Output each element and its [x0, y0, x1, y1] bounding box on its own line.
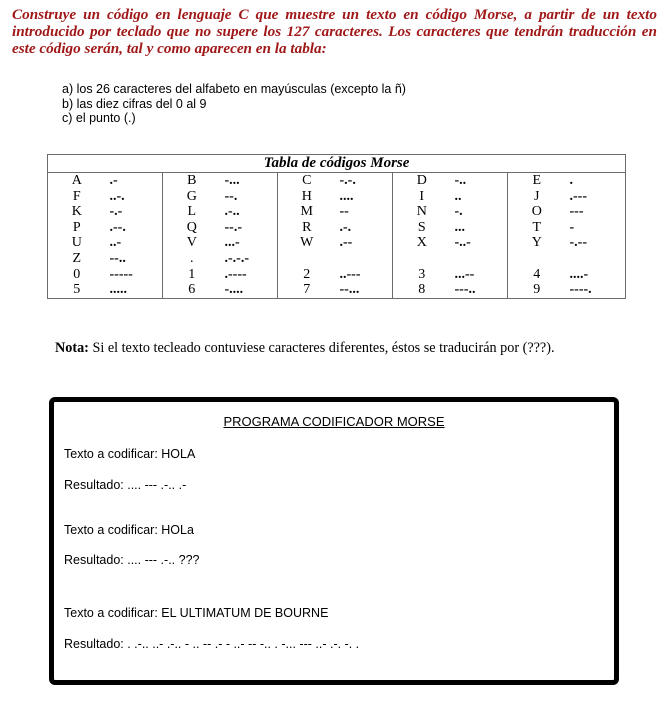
table-character: V: [186, 235, 197, 251]
table-row: [48, 282, 626, 298]
table-morse-code: --.: [221, 189, 278, 205]
table-morse-code: -: [569, 219, 575, 235]
table-row: [48, 204, 626, 220]
table-morse-code: ..---: [336, 267, 393, 283]
table-character: 3: [418, 266, 426, 282]
morse-code-table: [47, 154, 626, 299]
requirements-list: [62, 82, 406, 126]
table-character: J: [534, 188, 540, 204]
table-character: [278, 251, 336, 267]
table-morse-code: ..-.: [106, 189, 163, 205]
table-character: [508, 251, 566, 267]
console-line-input-2: Texto a codificar: HOLa: [64, 523, 194, 537]
table-character: 6: [188, 282, 196, 298]
table-morse-code: .-: [106, 173, 163, 189]
console-line-result-3: Resultado: . .-.. ..- .-.. - .. -- .- - ..- -- -.. . -... --- ..- .-. -. .: [64, 637, 360, 651]
table-morse-code: [336, 251, 393, 267]
note-label: Nota:: [55, 340, 89, 356]
table-character: D: [416, 173, 427, 188]
table-row: [48, 267, 626, 283]
table-row: [48, 189, 626, 205]
table-morse-code: ...-: [221, 235, 278, 251]
table-morse-code: ...--: [451, 267, 508, 283]
console-line-result-1: Resultado: .... --- .-.. .-: [64, 478, 187, 492]
table-morse-code: -.: [451, 204, 508, 220]
table-morse-code: --: [336, 204, 393, 220]
table-character: 0: [73, 266, 81, 282]
table-row: [48, 173, 626, 189]
table-character: Y: [531, 235, 542, 251]
table-morse-code: [566, 251, 626, 267]
table-morse-code: .-.: [336, 220, 393, 236]
table-morse-code: ---..: [451, 282, 508, 298]
table-morse-code: .-..: [221, 204, 278, 220]
table-character: F: [72, 188, 81, 204]
table-morse-code: -..: [451, 173, 508, 189]
table-morse-code: .....: [106, 282, 163, 298]
table-morse-code: -.--: [569, 235, 587, 251]
console-line-result-2: Resultado: .... --- .-.. ???: [64, 553, 200, 567]
table-character: C: [302, 173, 312, 188]
console-line-input-1: Texto a codificar: HOLA: [64, 447, 196, 461]
table-character: 8: [418, 282, 426, 298]
table-character: G: [186, 188, 197, 204]
table-morse-code: [451, 251, 508, 267]
table-character: 2: [303, 266, 311, 282]
console-line-input-3: Texto a codificar: EL ULTIMATUM DE BOURNE: [64, 606, 329, 620]
table-body: [48, 173, 626, 299]
table-morse-code: -----: [106, 267, 163, 283]
table-morse-code: -.-.: [336, 173, 393, 189]
table-character: M: [300, 204, 313, 220]
table-character: B: [187, 173, 197, 188]
table-morse-code: --...: [336, 282, 393, 298]
table-character: [393, 251, 451, 267]
table-morse-code: -..-: [451, 235, 508, 251]
table-character: S: [417, 219, 426, 235]
table-character: H: [301, 188, 312, 204]
table-character: R: [302, 219, 312, 235]
note: [55, 340, 555, 357]
table-character: P: [72, 219, 81, 235]
requirement-period: c) el punto (.): [62, 111, 136, 126]
table-character: T: [532, 219, 542, 235]
table-morse-code: .--: [336, 235, 393, 251]
table-morse-code: .---: [569, 188, 587, 204]
table-title: Tabla de códigos Morse: [48, 155, 626, 173]
table-character: Q: [186, 219, 197, 235]
table-character: E: [532, 173, 542, 188]
table-morse-code: -...: [221, 173, 278, 189]
table-morse-code: ..-: [106, 235, 163, 251]
table-character: A: [71, 173, 82, 188]
table-character: 4: [533, 266, 541, 282]
table-morse-code: ---: [569, 204, 584, 220]
requirement-digits: b) las diez cifras del 0 al 9: [62, 96, 207, 111]
requirement-letters: a) los 26 caracteres del alfabeto en mayúsculas (excepto la ñ): [62, 82, 406, 96]
table-morse-code: ----.: [569, 282, 592, 298]
table-morse-code: ....: [336, 189, 393, 205]
note-text: Si el texto tecleado contuviese caracteres diferentes, éstos se traducirán por (???).: [88, 340, 555, 356]
table-row: [48, 251, 626, 267]
table-morse-code: -.-: [106, 204, 163, 220]
table-character: I: [419, 188, 425, 204]
table-morse-code: .-.-.-: [221, 251, 278, 267]
table-morse-code: --..: [106, 251, 163, 267]
table-morse-code: ...: [451, 220, 508, 236]
table-morse-code: -....: [221, 282, 278, 298]
table-character: N: [416, 204, 427, 220]
table-morse-code: ....-: [569, 266, 589, 282]
table-morse-code: .----: [221, 267, 278, 283]
table-character: X: [416, 235, 427, 251]
table-character: 9: [533, 282, 541, 298]
table-character: K: [71, 204, 82, 220]
table-morse-code: .--.: [106, 220, 163, 236]
console-title: PROGRAMA CODIFICADOR MORSE: [223, 414, 445, 429]
table-character: O: [531, 204, 542, 220]
table-morse-code: --.-: [221, 220, 278, 236]
table-row: [48, 235, 626, 251]
table-morse-code: ..: [451, 189, 508, 205]
table-character: 5: [73, 282, 81, 298]
table-character: 1: [188, 266, 196, 282]
table-character: W: [300, 235, 314, 251]
table-row: [48, 220, 626, 236]
console-window: [49, 397, 619, 685]
table-character: Z: [72, 250, 82, 266]
table-character: 7: [303, 282, 311, 298]
table-character: L: [187, 204, 197, 220]
table-character: .: [190, 250, 194, 266]
exercise-statement: Construye un código en lenguaje C que muestre un texto en código Morse, a partir de un texto introducido por teclado que no supere los 127 caracteres. Los caracteres que tendrán traducción en este código serán, tal y como aparecen en la tabla:: [12, 6, 657, 57]
table-morse-code: .: [569, 173, 573, 188]
table-character: U: [71, 235, 82, 251]
